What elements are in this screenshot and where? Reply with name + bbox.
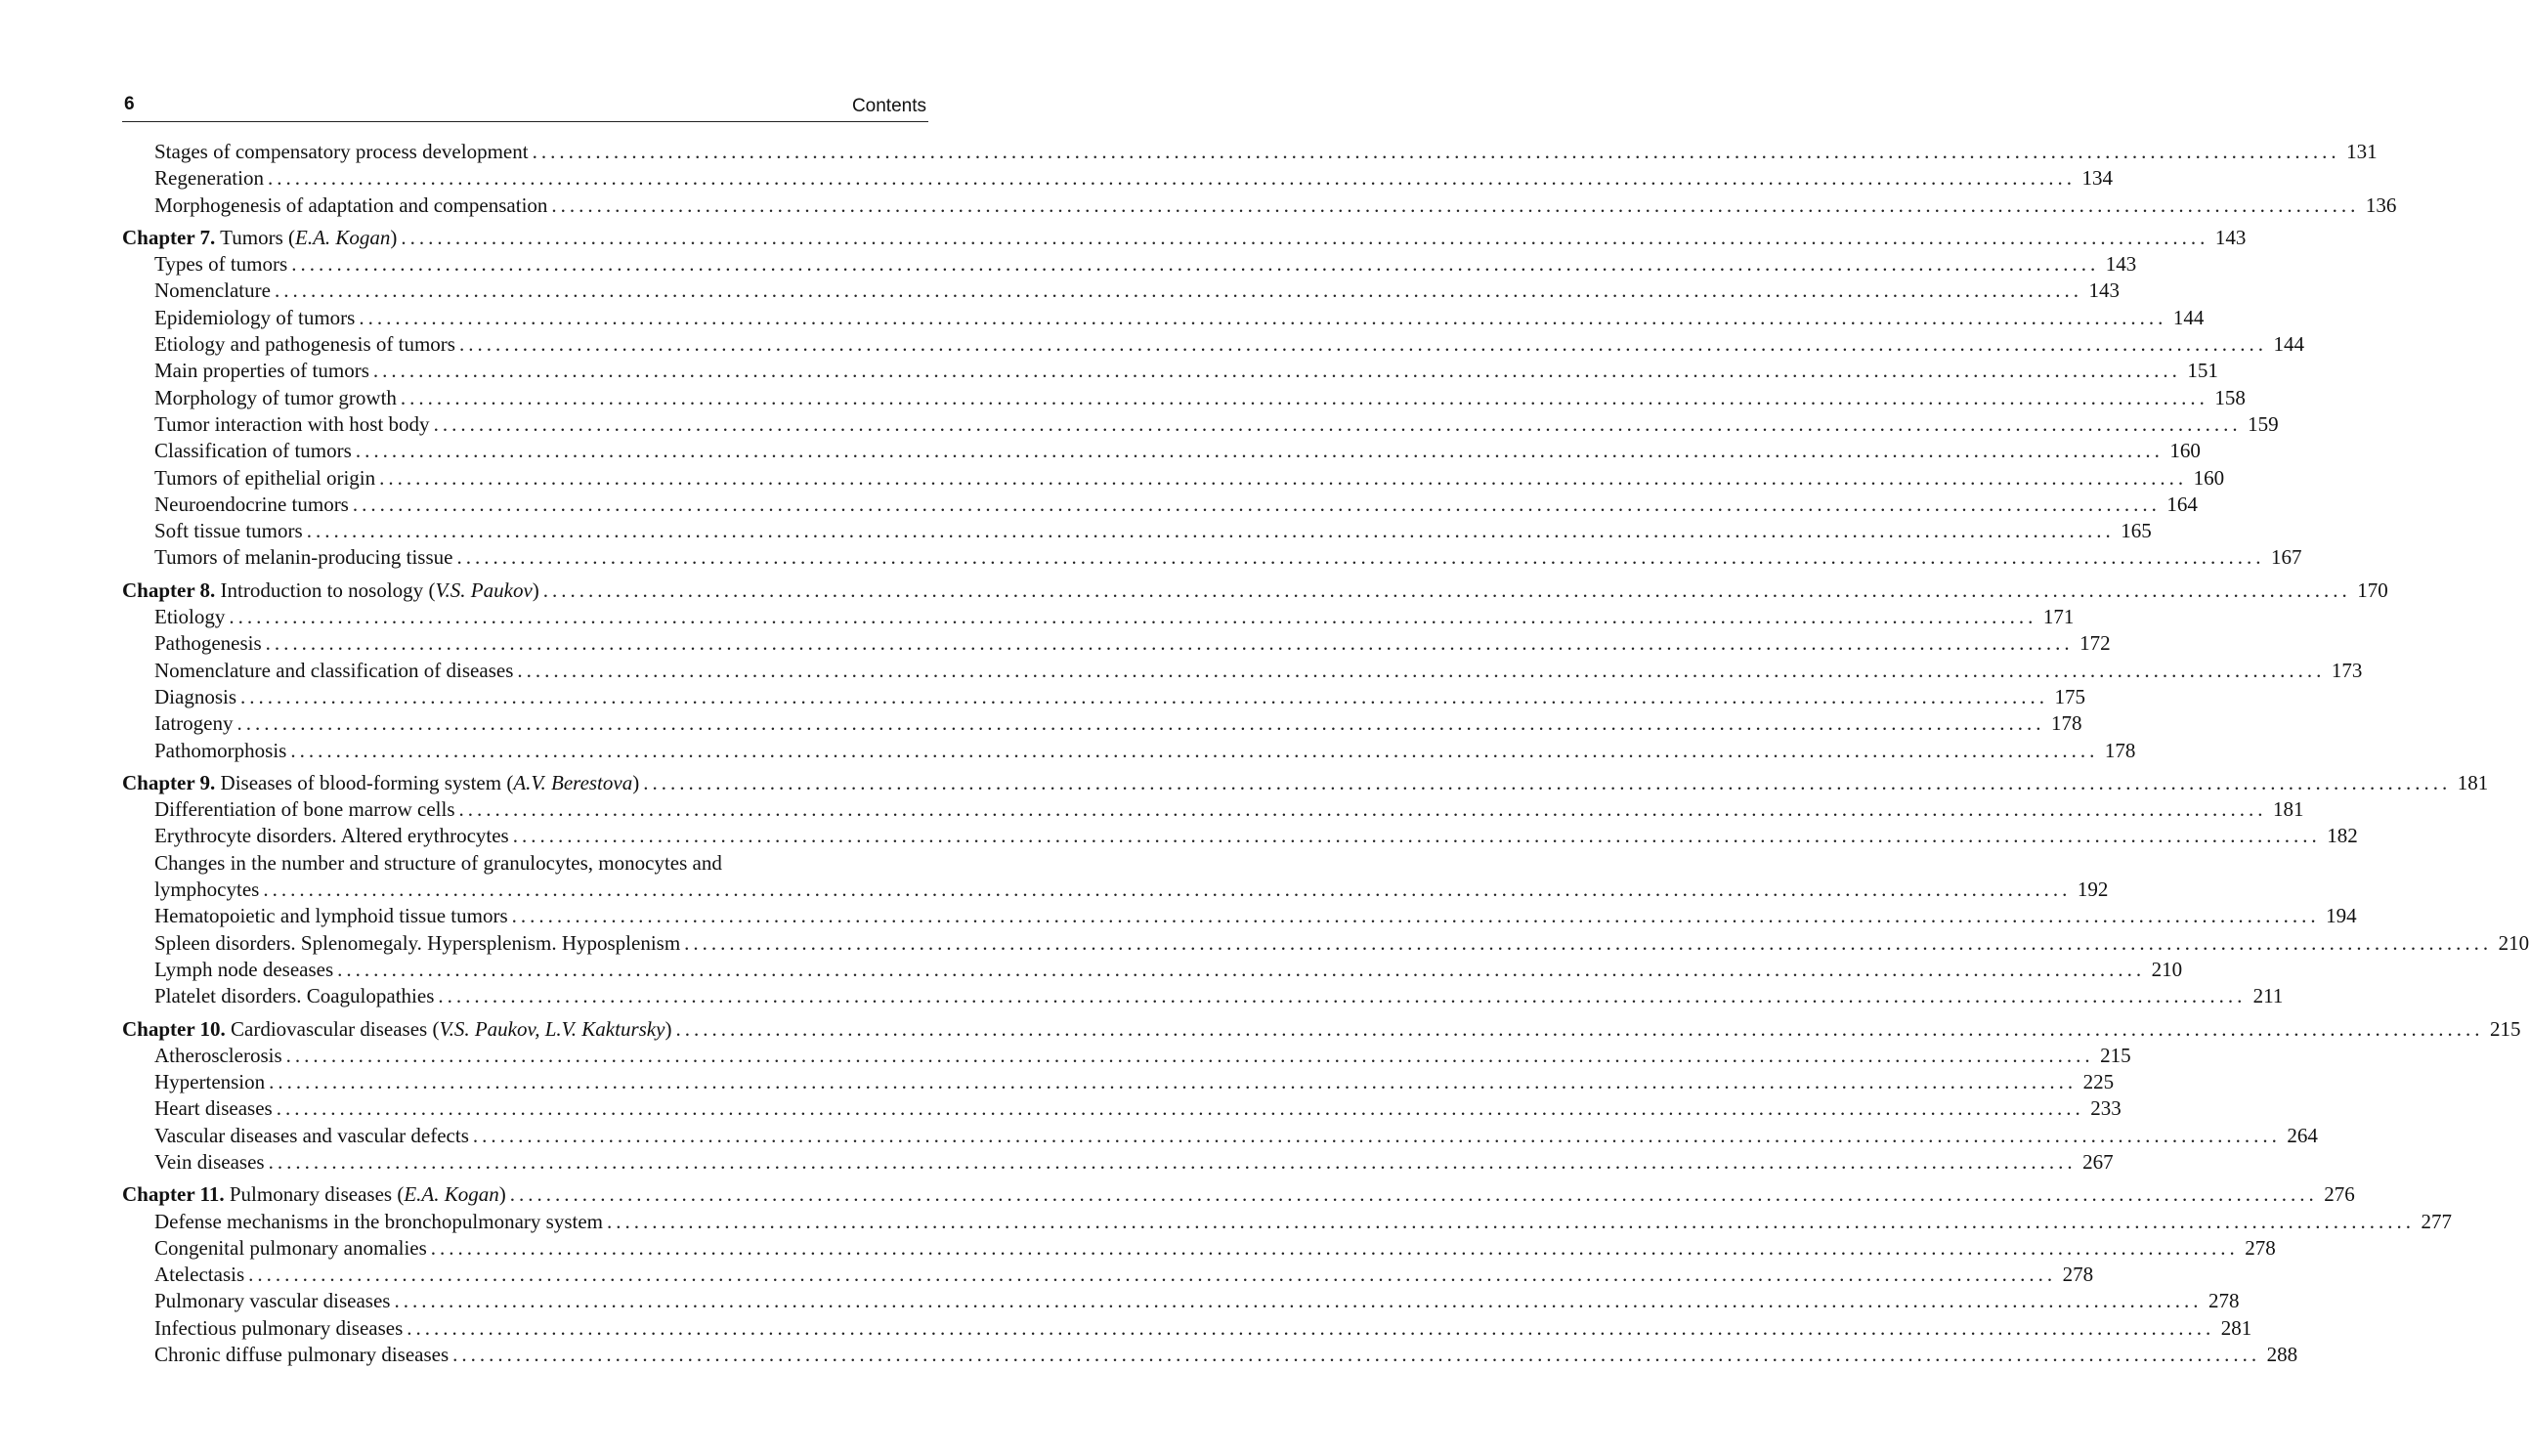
toc-entry[interactable] xyxy=(122,823,2358,849)
toc-entry[interactable] xyxy=(122,1149,2114,1176)
toc-entry[interactable] xyxy=(122,193,2397,219)
toc-entry[interactable] xyxy=(122,465,2225,492)
toc-entry-title: Vascular diseases and vascular defects xyxy=(154,1123,469,1147)
chapter-author: E.A. Kogan xyxy=(295,225,391,249)
toc-chapter-title: Chapter 11. Pulmonary diseases (E.A. Kogan) xyxy=(122,1182,506,1207)
toc-entry-title: Nomenclature xyxy=(154,278,271,303)
toc-entry[interactable] xyxy=(122,518,2152,544)
toc-entry-title: Defense mechanisms in the bronchopulmonary system xyxy=(154,1209,603,1233)
running-title: Contents xyxy=(851,96,926,116)
dot-leader: ........................................................................................................................................................................................................ xyxy=(400,385,2208,409)
toc-entry-title: Diagnosis xyxy=(154,684,236,708)
toc-entry[interactable] xyxy=(122,630,2111,657)
dot-leader: ........................................................................................................................................................................................................ xyxy=(248,1263,2057,1287)
dot-leader: ........................................................................................................................................................................................................ xyxy=(458,797,2267,822)
toc-entry-title: Soft tissue tumors xyxy=(154,519,303,543)
toc-entry-title: Differentiation of bone marrow cells xyxy=(154,797,455,822)
dot-leader: ........................................................................................................................................................................................................ xyxy=(240,684,2048,708)
toc-chapter-block xyxy=(122,1016,2521,1177)
dot-leader: ........................................................................................................................................................................................................ xyxy=(401,225,2209,249)
toc-entry[interactable] xyxy=(122,684,2085,710)
toc-page-number: 210 xyxy=(2151,957,2183,981)
toc-chapter-entry[interactable] xyxy=(122,770,2489,796)
dot-leader: ........................................................................................................................................................................................................ xyxy=(532,140,2340,163)
dot-leader: ........................................................................................................................................................................................................ xyxy=(269,1070,2078,1094)
dot-leader: ........................................................................................................................................................................................................ xyxy=(542,578,2351,602)
toc-page-number: 281 xyxy=(2220,1315,2252,1340)
toc-entry-title: Atherosclerosis xyxy=(154,1043,282,1067)
dot-leader: ........................................................................................................................................................................................................ xyxy=(433,411,2242,436)
dot-leader: ........................................................................................................................................................................................................ xyxy=(407,1315,2215,1340)
dot-leader: ........................................................................................................................................................................................................ xyxy=(512,824,2321,848)
dot-leader: ........................................................................................................................................................................................................ xyxy=(291,252,2100,277)
toc-entry[interactable] xyxy=(122,1069,2115,1095)
dot-leader: ........................................................................................................................................................................................................ xyxy=(509,1182,2318,1207)
toc-entry-title: Tumors of epithelial origin xyxy=(154,465,376,490)
toc-page-number: 215 xyxy=(2100,1043,2131,1067)
toc-page-number: 171 xyxy=(2042,605,2075,629)
toc-entry-title: Tumors of melanin-producing tissue xyxy=(154,545,453,570)
toc-page-number: 159 xyxy=(2248,411,2279,436)
toc-page-number: 158 xyxy=(2214,385,2246,409)
table-of-contents xyxy=(122,139,2529,1368)
toc-chapter-block xyxy=(122,139,2397,219)
toc-page-number: 192 xyxy=(2077,878,2109,902)
toc-page-number: 172 xyxy=(2079,631,2111,656)
toc-chapter-title: Chapter 7. Tumors (E.A. Kogan) xyxy=(122,225,398,249)
toc-entry[interactable] xyxy=(122,358,2218,384)
toc-page-number: 160 xyxy=(2169,439,2201,463)
toc-entry-title: Congenital pulmonary anomalies xyxy=(154,1235,427,1260)
toc-entry[interactable] xyxy=(122,1288,2240,1314)
toc-entry[interactable] xyxy=(122,492,2198,518)
toc-page-number: 182 xyxy=(2327,824,2358,848)
toc-entry[interactable] xyxy=(122,331,2304,358)
toc-page-number: 175 xyxy=(2054,684,2085,708)
dot-leader: ........................................................................................................................................................................................................ xyxy=(290,738,2099,762)
toc-entry-title: Neuroendocrine tumors xyxy=(154,492,349,516)
toc-entry-title: Hypertension xyxy=(154,1070,266,1094)
dot-leader: ........................................................................................................................................................................................................ xyxy=(551,193,2360,217)
toc-entry-title: Regeneration xyxy=(154,166,264,191)
dot-leader: ........................................................................................................................................................................................................ xyxy=(267,166,2076,191)
chapter-title: Tumors xyxy=(220,225,283,249)
dot-leader: ........................................................................................................................................................................................................ xyxy=(517,658,2326,682)
toc-entry[interactable] xyxy=(122,796,2304,823)
toc-entry[interactable] xyxy=(122,903,2357,929)
toc-page-number: 278 xyxy=(2062,1263,2094,1287)
toc-entry[interactable] xyxy=(122,544,2302,571)
toc-entry-title: Nomenclature and classification of diseases xyxy=(154,658,514,682)
toc-chapter-block xyxy=(122,578,2388,764)
toc-entry-title: Platelet disorders. Coagulopathies xyxy=(154,984,435,1008)
toc-page-number: 143 xyxy=(2214,225,2247,249)
toc-entry[interactable] xyxy=(122,983,2284,1009)
toc-page-number: 211 xyxy=(2252,984,2284,1008)
toc-entry[interactable] xyxy=(122,1095,2122,1122)
dot-leader: ........................................................................................................................................................................................................ xyxy=(352,492,2161,516)
dot-leader: ........................................................................................................................................................................................................ xyxy=(359,305,2167,329)
toc-page-number: 167 xyxy=(2270,545,2302,570)
toc-entry-title: Spleen disorders. Splenomegaly. Hypersplenism. Hyposplenism xyxy=(154,930,681,955)
toc-entry[interactable] xyxy=(122,738,2136,764)
toc-entry[interactable] xyxy=(122,165,2113,192)
dot-leader: ........................................................................................................................................................................................................ xyxy=(337,957,2146,981)
toc-entry[interactable] xyxy=(122,930,2529,957)
toc-page-number: 210 xyxy=(2498,930,2529,955)
toc-page-number: 181 xyxy=(2273,797,2304,822)
toc-entry-title: Heart diseases xyxy=(154,1096,273,1121)
toc-entry-title: Hematopoietic and lymphoid tissue tumors xyxy=(154,904,508,928)
toc-entry-title: Atelectasis xyxy=(154,1263,245,1287)
dot-leader: ........................................................................................................................................................................................................ xyxy=(643,770,2452,794)
chapter-author: E.A. Kogan xyxy=(404,1182,499,1207)
toc-chapter-entry[interactable] xyxy=(122,225,2247,251)
dot-leader: ........................................................................................................................................................................................................ xyxy=(263,878,2072,902)
dot-leader: ........................................................................................................................................................................................................ xyxy=(236,711,2045,736)
toc-page-number: 225 xyxy=(2082,1070,2115,1094)
dot-leader: ........................................................................................................................................................................................................ xyxy=(438,984,2247,1008)
dot-leader: ........................................................................................................................................................................................................ xyxy=(458,332,2267,357)
dot-leader: ........................................................................................................................................................................................................ xyxy=(285,1043,2094,1067)
toc-entry[interactable] xyxy=(122,385,2246,411)
toc-page-number: 178 xyxy=(2104,738,2136,762)
toc-entry-title: Chronic diffuse pulmonary diseases xyxy=(154,1343,450,1367)
toc-page-number: 131 xyxy=(2346,140,2378,163)
toc-page-number: 136 xyxy=(2365,193,2397,217)
toc-entry-title: Pathomorphosis xyxy=(154,738,287,762)
toc-entry[interactable] xyxy=(122,604,2075,630)
dot-leader: ........................................................................................................................................................................................................ xyxy=(372,359,2181,383)
toc-page-number: 178 xyxy=(2050,711,2082,736)
chapter-author: V.S. Paukov xyxy=(435,578,533,602)
dot-leader: ........................................................................................................................................................................................................ xyxy=(355,439,2164,463)
toc-chapter-block xyxy=(122,770,2529,1010)
toc-entry-title: Etiology xyxy=(154,605,226,629)
toc-entry[interactable] xyxy=(122,1235,2276,1262)
toc-entry[interactable] xyxy=(122,658,2363,684)
dot-leader: ........................................................................................................................................................................................................ xyxy=(675,1016,2484,1041)
running-header xyxy=(122,90,928,122)
toc-page-number: 233 xyxy=(2090,1096,2122,1121)
dot-leader: ........................................................................................................................................................................................................ xyxy=(511,904,2320,928)
toc-page-number: 278 xyxy=(2245,1235,2276,1260)
dot-leader: ........................................................................................................................................................................................................ xyxy=(456,545,2265,570)
toc-chapter-entry[interactable] xyxy=(122,578,2388,604)
toc-entry-title-line[interactable]: Changes in the number and structure of granulocytes, monocytes and xyxy=(154,850,722,875)
toc-chapter-title: Chapter 9. Diseases of blood-forming system (A.V. Berestova) xyxy=(122,770,640,794)
toc-chapter-title: Chapter 10. Cardiovascular diseases (V.S. Paukov, L.V. Kaktursky) xyxy=(122,1016,672,1041)
toc-page-number: 277 xyxy=(2421,1209,2452,1233)
toc-page-number: 151 xyxy=(2187,359,2218,383)
toc-entry-title: Lymph node deseases xyxy=(154,957,334,981)
toc-entry-title: lymphocytes xyxy=(154,878,260,902)
toc-page-number: 160 xyxy=(2193,465,2225,490)
dot-leader: ........................................................................................................................................................................................................ xyxy=(452,1343,2261,1367)
toc-entry[interactable] xyxy=(122,1043,2131,1069)
chapter-author: V.S. Paukov, L.V. Kaktursky xyxy=(439,1016,665,1041)
toc-chapter-entry[interactable] xyxy=(122,1016,2521,1043)
toc-page-number: 144 xyxy=(2172,305,2205,329)
toc-entry[interactable] xyxy=(122,139,2378,165)
toc-entry[interactable] xyxy=(122,1209,2452,1235)
chapter-label: Chapter 9. xyxy=(122,770,216,794)
toc-chapter-title: Chapter 8. Introduction to nosology (V.S. Paukov) xyxy=(122,578,539,602)
toc-entry-title: Erythrocyte disorders. Altered erythrocytes xyxy=(154,824,509,848)
dot-leader: ........................................................................................................................................................................................................ xyxy=(394,1289,2203,1313)
toc-entry[interactable] xyxy=(122,957,2183,983)
toc-page-number: 288 xyxy=(2266,1343,2298,1367)
chapter-title: Diseases of blood-forming system xyxy=(220,770,502,794)
chapter-title: Cardiovascular diseases xyxy=(231,1016,428,1041)
toc-chapter-block xyxy=(122,225,2304,572)
toc-page-number: 143 xyxy=(2088,278,2120,303)
toc-entry[interactable] xyxy=(122,1315,2252,1342)
toc-page-number: 276 xyxy=(2324,1182,2355,1207)
toc-entry-title: Morphogenesis of adaptation and compensation xyxy=(154,193,548,217)
toc-chapter-block xyxy=(122,1181,2452,1368)
toc-entry-title: Pulmonary vascular diseases xyxy=(154,1289,391,1313)
toc-entry-title: Tumor interaction with host body xyxy=(154,411,430,436)
dot-leader: ........................................................................................................................................................................................................ xyxy=(276,1096,2084,1121)
toc-page-number: 170 xyxy=(2357,578,2388,602)
toc-page-number: 165 xyxy=(2121,519,2152,543)
dot-leader: ........................................................................................................................................................................................................ xyxy=(606,1209,2415,1233)
toc-entry[interactable] xyxy=(122,877,2109,903)
toc-entry[interactable] xyxy=(122,1123,2318,1149)
toc-page-number: 143 xyxy=(2105,252,2137,277)
toc-entry-title: Pathogenesis xyxy=(154,631,262,656)
dot-leader: ........................................................................................................................................................................................................ xyxy=(472,1123,2281,1147)
dot-leader: ........................................................................................................................................................................................................ xyxy=(684,930,2493,955)
toc-entry-title: Epidemiology of tumors xyxy=(154,305,356,329)
toc-page-number: 264 xyxy=(2287,1123,2318,1147)
chapter-title: Pulmonary diseases xyxy=(229,1182,393,1207)
chapter-label: Chapter 11. xyxy=(122,1182,225,1207)
toc-entry[interactable] xyxy=(122,438,2201,464)
toc-page-number: 267 xyxy=(2082,1149,2114,1174)
toc-chapter-entry[interactable] xyxy=(122,1181,2355,1208)
chapter-label: Chapter 10. xyxy=(122,1016,226,1041)
chapter-label: Chapter 8. xyxy=(122,578,216,602)
toc-page-number: 164 xyxy=(2166,492,2198,516)
toc-entry-title: Vein diseases xyxy=(154,1149,265,1174)
page-number: 6 xyxy=(124,94,135,114)
dot-leader: ........................................................................................................................................................................................................ xyxy=(379,465,2188,490)
toc-entry-title: Etiology and pathogenesis of tumors xyxy=(154,332,455,357)
chapter-label: Chapter 7. xyxy=(122,225,216,249)
toc-page-number: 144 xyxy=(2273,332,2304,357)
toc-entry[interactable] xyxy=(122,251,2137,278)
dot-leader: ........................................................................................................................................................................................................ xyxy=(229,605,2037,629)
toc-entry-title: Classification of tumors xyxy=(154,439,352,463)
chapter-author: A.V. Berestova xyxy=(513,770,633,794)
toc-entry[interactable] xyxy=(122,710,2082,737)
toc-page-number: 181 xyxy=(2457,770,2489,794)
toc-page-number: 134 xyxy=(2081,166,2113,191)
toc-entry[interactable] xyxy=(122,278,2120,304)
dot-leader: ........................................................................................................................................................................................................ xyxy=(265,631,2074,656)
toc-page-number: 278 xyxy=(2208,1289,2240,1313)
toc-entry-title: Morphology of tumor growth xyxy=(154,385,397,409)
toc-entry[interactable] xyxy=(122,411,2279,438)
dot-leader: ........................................................................................................................................................................................................ xyxy=(430,1235,2239,1260)
toc-entry[interactable] xyxy=(122,305,2205,331)
toc-entry[interactable] xyxy=(122,1262,2094,1288)
chapter-title: Introduction to nosology xyxy=(220,578,424,602)
dot-leader: ........................................................................................................................................................................................................ xyxy=(274,278,2082,303)
toc-page-number: 194 xyxy=(2326,904,2357,928)
dot-leader: ........................................................................................................................................................................................................ xyxy=(306,519,2115,543)
toc-entry-title: Infectious pulmonary diseases xyxy=(154,1315,404,1340)
dot-leader: ........................................................................................................................................................................................................ xyxy=(268,1149,2077,1174)
toc-entry-title: Stages of compensatory process development xyxy=(154,140,529,163)
toc-entry-title: Main properties of tumors xyxy=(154,359,369,383)
toc-entry-title: Types of tumors xyxy=(154,252,288,277)
toc-page-number: 215 xyxy=(2489,1016,2521,1041)
toc-entry-title: Iatrogeny xyxy=(154,711,234,736)
toc-page-number: 173 xyxy=(2331,658,2363,682)
toc-entry[interactable] xyxy=(122,1342,2298,1368)
